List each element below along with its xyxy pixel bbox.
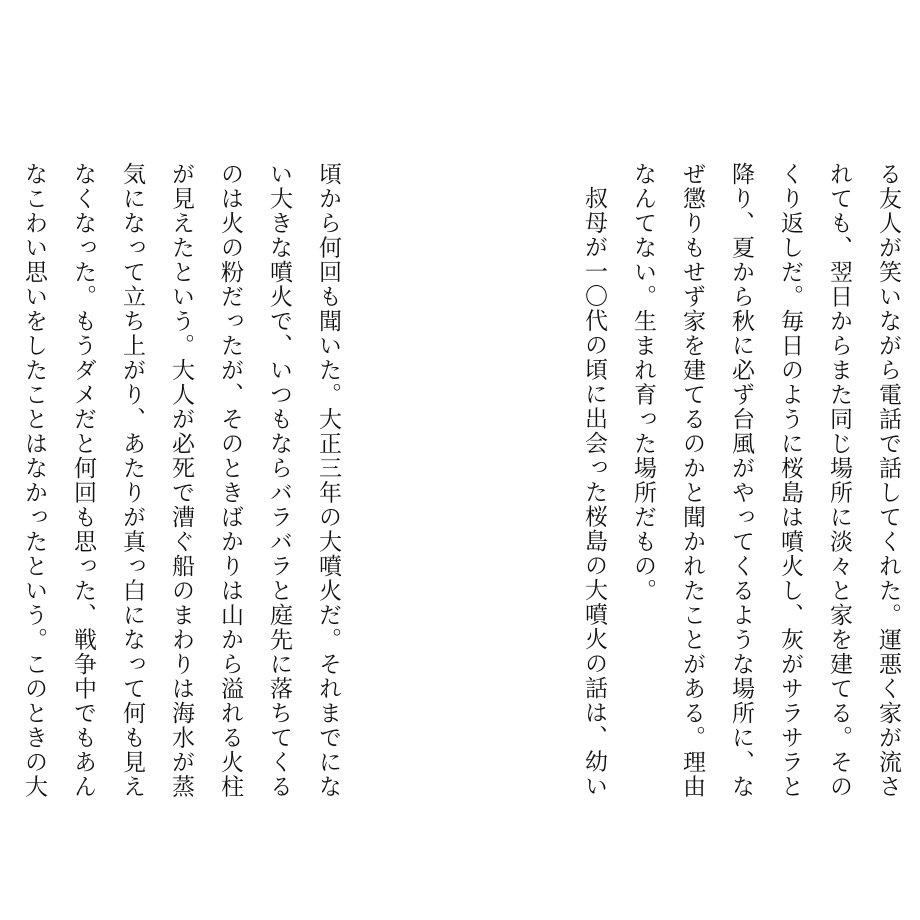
text-column: 気になって立ち上がり、あたりが真っ白になって何も見え bbox=[119, 162, 145, 799]
text-column: 降り、夏から秋に必ず台風がやってくるような場所に、な bbox=[728, 162, 754, 799]
text-column: い大きな噴火で、いつもならバラバラと庭先に落ちてくる bbox=[266, 162, 292, 799]
text-column: のは火の粉だったが、そのときばかりは山から溢れる火柱 bbox=[217, 162, 243, 799]
text-column: ぜ懲りもせず家を建てるのかと聞かれたことがある。理由 bbox=[679, 162, 705, 799]
text-column: れても、翌日からまた同じ場所に淡々と家を建てる。その bbox=[826, 162, 852, 799]
text-column: なんてない。生まれ育った場所だもの。 bbox=[630, 162, 656, 603]
text-column: なくなった。もうダメだと何回も思った、戦争中でもあん bbox=[70, 162, 96, 799]
text-column: 頃から何回も聞いた。大正三年の大噴火だ。それまでにな bbox=[315, 162, 341, 799]
text-column: くり返しだ。毎日のように桜島は噴火し、灰がサラサラと bbox=[777, 162, 803, 799]
text-column: なこわい思いをしたことはなかったという。このときの大 bbox=[21, 162, 47, 799]
text-column: が見えたという。大人が必死で漕ぐ船のまわりは海水が蒸 bbox=[168, 162, 194, 799]
text-column: る友人が笑いながら電話で話してくれた。運悪く家が流さ bbox=[875, 162, 901, 799]
text-column: 叔母が一〇代の頃に出会った桜島の大噴火の話は、幼い bbox=[581, 186, 607, 799]
